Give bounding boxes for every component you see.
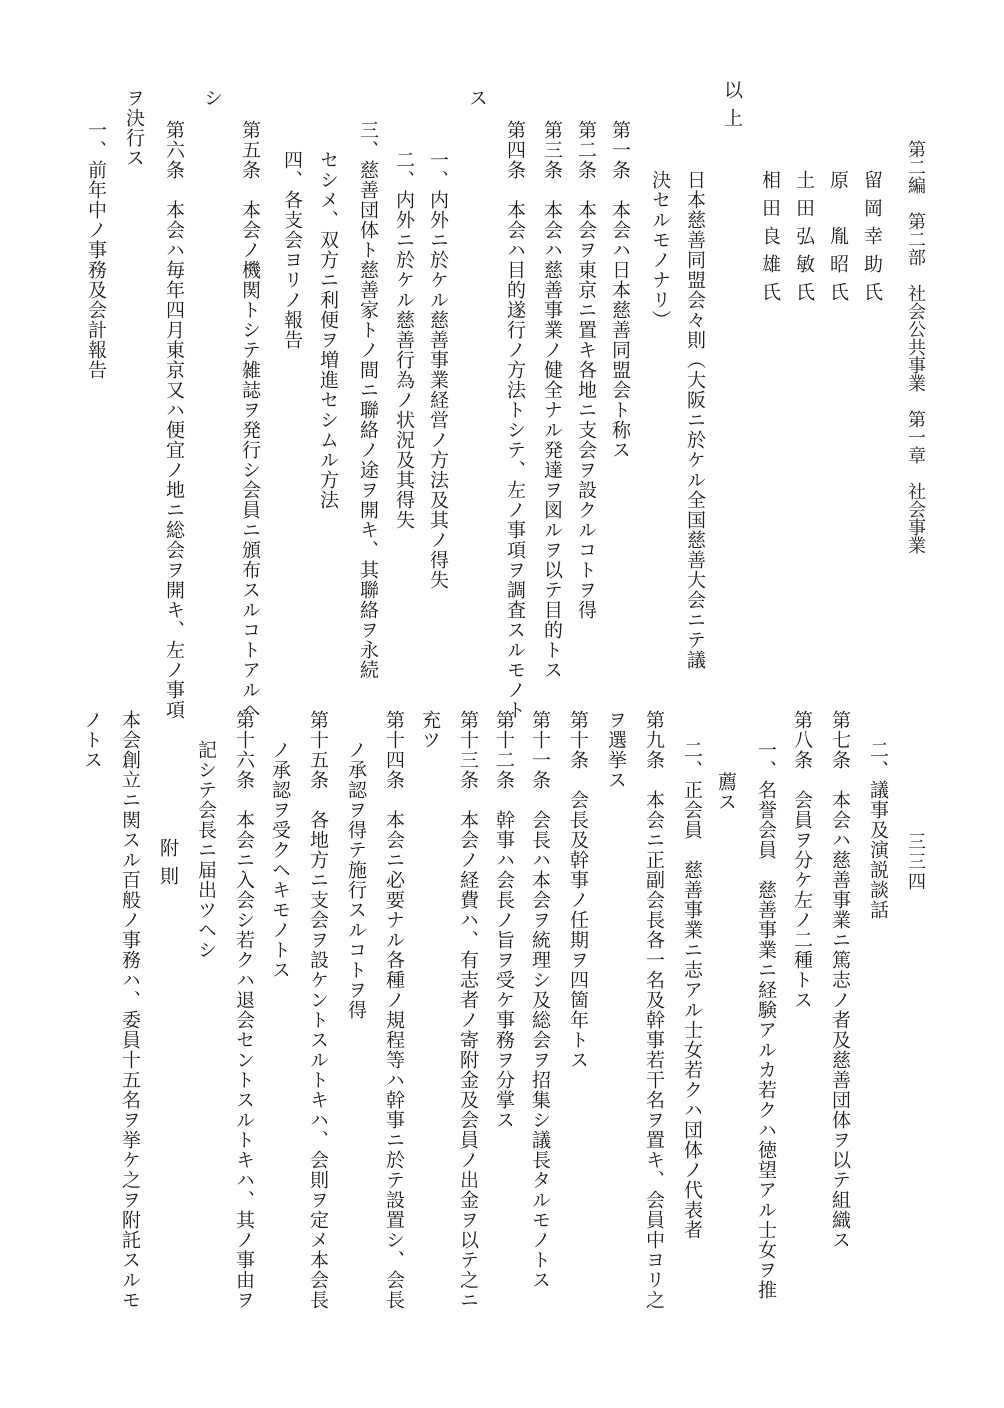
article-6-continued: ヲ決行ス — [123, 88, 145, 168]
article-12: 第十二条 幹事ハ会長ノ旨ヲ受ケ事務ヲ分掌ス — [493, 710, 515, 1130]
article-9-continued: ヲ選挙ス — [605, 710, 627, 790]
article-8: 第八条 会員ヲ分ケ左ノ二種トス — [791, 710, 813, 1010]
list-item: 四、各支会ヨリノ報告 — [281, 150, 303, 350]
article-4-continued: ス — [466, 88, 488, 108]
article-11: 第十一条 会長ハ本会ヲ統理シ及総会ヲ招集シ議長タルモノトス — [529, 710, 551, 1290]
article-2: 第二条 本会ヲ東京ニ置キ各地ニ支会ヲ設クルコトヲ得 — [575, 120, 597, 620]
signatory-name: 相田良雄氏 — [759, 170, 781, 310]
article-1: 第一条 本会ハ日本慈善同盟会ト称ス — [609, 120, 631, 460]
article-5-continued: シ — [201, 88, 223, 108]
article-9: 第九条 本会ニ正副会長各一名及幹事若干名ヲ置キ、会員中ヨリ之 — [643, 710, 665, 1310]
article-14-continued: ノ承認ヲ得テ施行スルコトヲ得 — [345, 740, 367, 1020]
article-16: 第十六条 本会ニ入会シ若クハ退会セントスルトキハ、其ノ事由ヲ — [233, 710, 255, 1310]
list-item: 二、正会員 慈善事業ニ志アル士女若クハ団体ノ代表者 — [681, 740, 703, 1240]
list-item-continued: セシメ、双方ニ利便ヲ増進セシムル方法 — [317, 150, 339, 510]
article-4: 第四条 本会ハ目的遂行ノ方法トシテ、左ノ事項ヲ調査スルモノト — [504, 120, 526, 720]
signatory-name: 土田弘敏氏 — [793, 170, 815, 310]
article-6: 第六条 本会ハ毎年四月東京又ハ便宜ノ地ニ総会ヲ開キ、左ノ事項 — [163, 120, 185, 720]
article-16-continued: 記シテ会長ニ届出ツヘシ — [195, 740, 217, 960]
list-item: 三、慈善団体ト慈善家トノ間ニ聯絡ノ途ヲ開キ、其聯絡ヲ永続 — [357, 120, 379, 680]
rules-title: 日本慈善同盟会々則（大阪ニ於ケル全国慈善大会ニテ議 — [684, 170, 706, 670]
signatory-name: 留岡幸助氏 — [861, 170, 883, 310]
page-number: 三三四 — [905, 832, 926, 892]
article-13: 第十三条 本会ノ経費ハ、有志者ノ寄附金及会員ノ出金ヲ以テ之ニ — [457, 710, 479, 1310]
article-3: 第三条 本会ハ慈善事業ノ健全ナル発達ヲ図ルヲ以テ目的トス — [541, 120, 563, 680]
supplementary-provision-continued: ノトス — [81, 710, 103, 770]
list-item: 二、議事及演説談話 — [867, 740, 889, 920]
article-13-continued: 充ツ — [419, 710, 441, 750]
list-item: 一、前年中ノ事務及会計報告 — [85, 120, 107, 380]
article-14: 第十四条 本会ニ必要ナル各種ノ規程等ハ幹事ニ於テ設置シ、会長 — [383, 710, 405, 1310]
article-15-continued: ノ承認ヲ受クヘキモノトス — [269, 740, 291, 980]
list-item: 一、名誉会員 慈善事業ニ経験アルカ若クハ徳望アル士女ヲ推 — [755, 740, 777, 1300]
supplementary-provision: 本会創立ニ関スル百般ノ事務ハ、委員十五名ヲ挙ケ之ヲ附託スルモ — [119, 710, 141, 1310]
article-15: 第十五条 各地方ニ支会ヲ設ケントスルトキハ、会則ヲ定メ本会長 — [307, 710, 329, 1310]
article-7: 第七条 本会ハ慈善事業ニ篤志ノ者及慈善団体ヲ以テ組織ス — [829, 710, 851, 1250]
running-head: 第二編 第二部 社会公共事業 第一章 社会事業 — [905, 140, 926, 554]
closing-mark: 以上 — [721, 80, 743, 136]
article-10: 第十条 会長及幹事ノ任期ヲ四箇年トス — [567, 710, 589, 1070]
list-item: 一、内外ニ於ケル慈善事業経営ノ方法及其ノ得失 — [427, 150, 449, 590]
list-item-continued: 薦ス — [715, 772, 737, 812]
signatory-name: 原 胤昭氏 — [827, 170, 849, 310]
article-5: 第五条 本会ノ機関トシテ雑誌ヲ発行シ会員ニ頒布スルコトアルヘ — [239, 120, 261, 720]
supplementary-provisions-heading: 附則 — [157, 838, 179, 894]
list-item: 二、内外ニ於ケル慈善行為ノ状況及其得失 — [393, 150, 415, 530]
rules-title-continued: 決セルモノナリ） — [649, 170, 671, 330]
